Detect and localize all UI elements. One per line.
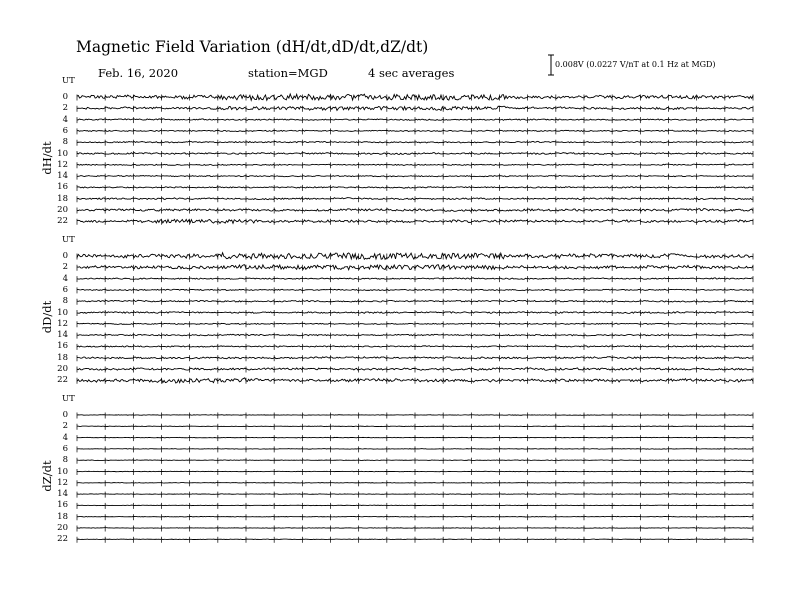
- ut-hour-label: 8: [62, 455, 68, 466]
- averaging-label: 4 sec averages: [368, 66, 455, 80]
- ut-hour-label: 6: [62, 443, 68, 454]
- ut-hour-label: 2: [62, 421, 68, 432]
- ut-hour-label: 20: [57, 364, 68, 374]
- panel-ylabel: dH/dt: [40, 141, 54, 175]
- ut-hour-label: 18: [57, 511, 68, 522]
- ut-hour-label: 8: [62, 137, 68, 148]
- ut-hour-label: 6: [62, 125, 68, 136]
- ut-hour-label: 16: [57, 341, 68, 352]
- ut-label: UT: [62, 394, 75, 404]
- chart-title: Magnetic Field Variation (dH/dt,dD/dt,dZ/dt): [76, 38, 429, 56]
- ut-hour-label: 12: [57, 318, 68, 329]
- ut-hour-label: 14: [57, 330, 68, 341]
- ut-hour-label: 0: [62, 92, 68, 102]
- ut-hour-label: 16: [57, 500, 68, 511]
- ut-label: UT: [62, 76, 75, 86]
- panel-ylabel: dZ/dt: [40, 460, 54, 492]
- ut-hour-label: 22: [57, 216, 68, 227]
- ut-hour-label: 2: [62, 103, 68, 114]
- ut-hour-label: 4: [62, 114, 68, 125]
- ut-hour-label: 12: [57, 477, 68, 488]
- ut-hour-label: 12: [57, 159, 68, 170]
- ut-hour-label: 20: [57, 205, 68, 215]
- ut-hour-label: 10: [57, 148, 68, 159]
- ut-hour-label: 18: [57, 352, 68, 363]
- station-label: station=MGD: [248, 66, 328, 80]
- ut-hour-label: 2: [62, 262, 68, 273]
- ut-hour-label: 0: [62, 251, 68, 261]
- ut-hour-label: 16: [57, 182, 68, 193]
- ut-hour-label: 10: [57, 307, 68, 318]
- ut-hour-label: 8: [62, 296, 68, 307]
- ut-hour-label: 10: [57, 466, 68, 477]
- ut-hour-label: 22: [57, 375, 68, 386]
- ut-hour-label: 14: [57, 171, 68, 182]
- scale-bar-label: 0.008V (0.0227 V/nT at 0.1 Hz at MGD): [555, 60, 716, 69]
- ut-label: UT: [62, 235, 75, 245]
- ut-hour-label: 14: [57, 489, 68, 500]
- ut-hour-label: 22: [57, 534, 68, 545]
- ut-hour-label: 0: [62, 410, 68, 420]
- ut-hour-label: 18: [57, 193, 68, 204]
- ut-hour-label: 20: [57, 523, 68, 533]
- ut-hour-label: 4: [62, 273, 68, 284]
- panel-ylabel: dD/dt: [40, 300, 54, 334]
- ut-hour-label: 6: [62, 284, 68, 295]
- ut-hour-label: 4: [62, 432, 68, 443]
- date-label: Feb. 16, 2020: [98, 66, 179, 80]
